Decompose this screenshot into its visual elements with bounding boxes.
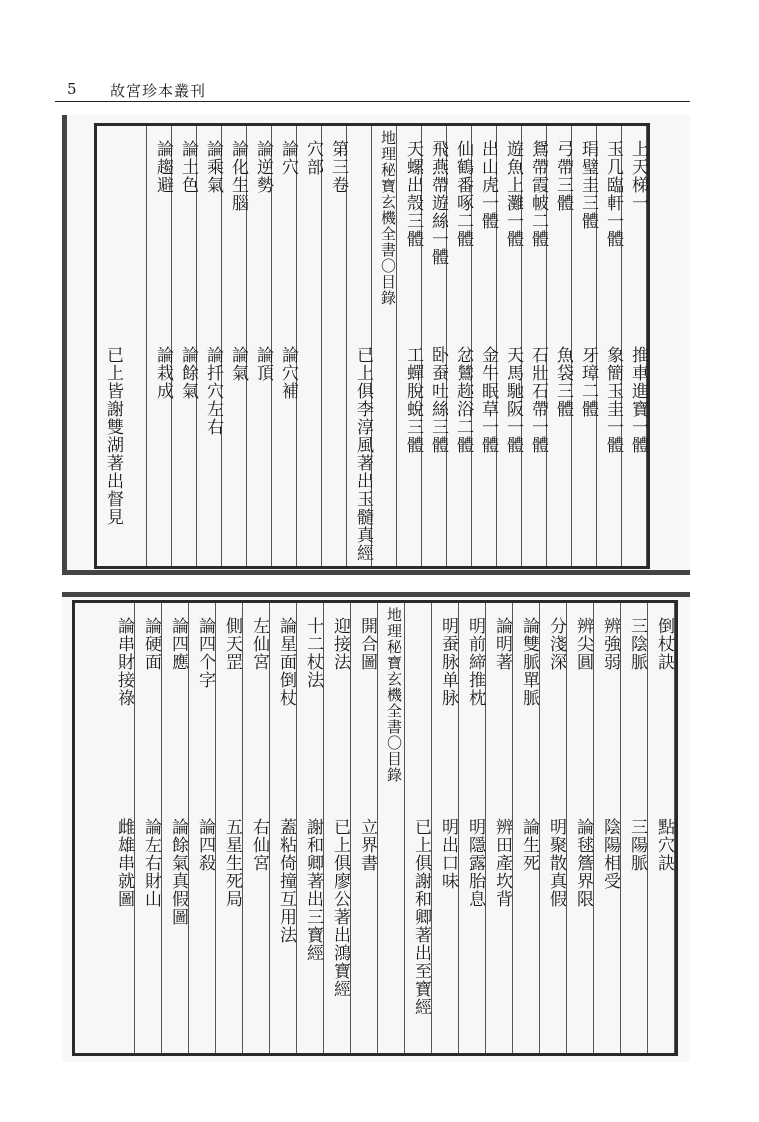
lower-column xyxy=(243,603,270,1053)
header-rule xyxy=(55,101,690,102)
upper-entry-top: 論乘氣 xyxy=(203,140,223,194)
lower-entry-top: 辨強弱 xyxy=(600,617,620,671)
upper-entry-bottom: 論栽成 xyxy=(153,346,173,400)
lower-entry-bottom: 辨田產坎背 xyxy=(492,818,512,908)
upper-entry-top: 玉几臨軒一體 xyxy=(603,140,623,248)
lower-entry-top: 辨尖圓 xyxy=(573,617,593,671)
lower-column xyxy=(567,603,594,1053)
lower-column xyxy=(108,603,135,1053)
lower-entry-bottom: 右仙宮 xyxy=(249,818,269,872)
lower-column xyxy=(432,603,459,1053)
upper-entry-bottom: 石壯石帶一體 xyxy=(528,346,548,454)
upper-scan-bottom-edge xyxy=(62,570,690,575)
upper-entry-top: 飛燕帶遊絲一體 xyxy=(428,140,448,266)
lower-entry-top: 左仙宮 xyxy=(249,617,269,671)
upper-entry-top: 論土色 xyxy=(178,140,198,194)
lower-entry-bottom: 論左右財山 xyxy=(141,818,161,908)
lower-entry-bottom: 點穴訣 xyxy=(654,818,674,872)
lower-column xyxy=(351,603,378,1053)
upper-entry-bottom: 天馬馳阪一體 xyxy=(503,346,523,454)
upper-entry-bottom: 推車進寶一體 xyxy=(628,346,648,454)
lower-entry-bottom: 論毬簷界限 xyxy=(573,818,593,908)
lower-column xyxy=(81,603,108,1053)
upper-entry-bottom: 論餘氣 xyxy=(178,346,198,400)
lower-column xyxy=(540,603,567,1053)
lower-entry-top: 論四應 xyxy=(168,617,188,671)
lower-entry-top: 倒杖訣 xyxy=(654,617,674,671)
lower-column xyxy=(162,603,189,1053)
lower-entry-bottom: 五星生死局 xyxy=(222,818,242,908)
lower-entry-bottom: 明聚散真假 xyxy=(546,818,566,908)
upper-entry-bottom: 忿鷥趂浴二體 xyxy=(453,346,473,454)
lower-entry-top: 分淺深 xyxy=(546,617,566,671)
lower-entry-bottom: 蓋粘倚撞互用法 xyxy=(276,818,296,944)
lower-column xyxy=(513,603,540,1053)
upper-entry-bottom: 象簡玉圭一體 xyxy=(603,346,623,454)
upper-entry-bottom: 金牛眠草一體 xyxy=(478,346,498,454)
lower-entry-bottom: 明出口味 xyxy=(438,818,458,890)
upper-folio-frame xyxy=(94,123,650,569)
upper-entry-bottom: 工蟬脫蛻三體 xyxy=(403,346,423,454)
lower-entry-bottom: 明隱露胎息 xyxy=(465,818,485,908)
lower-folio-scan xyxy=(62,592,690,1062)
lower-entry-bottom: 謝和卿著出三寶經 xyxy=(303,818,323,962)
upper-entry-top: 上天梯一 xyxy=(628,140,648,212)
upper-entry-bottom: 卧蚕吐絲三體 xyxy=(428,346,448,454)
lower-entry-top: 論串財接祿 xyxy=(114,617,134,707)
upper-entry-top: 天螺出殼三體 xyxy=(403,140,423,248)
lower-column xyxy=(324,603,351,1053)
lower-entry-bottom: 已上俱謝和卿著出至寶經 xyxy=(411,818,431,1016)
lower-entry-top: 地理秘寶玄機全書〇目錄 xyxy=(385,607,403,783)
lower-entry-top: 十二杖法 xyxy=(303,617,323,689)
upper-entry-top: 地理秘寶玄機全書〇目錄 xyxy=(379,130,397,306)
lower-column xyxy=(216,603,243,1053)
lower-folio-frame xyxy=(72,600,678,1056)
lower-column xyxy=(297,603,324,1053)
upper-entry-top: 遊魚上灘一體 xyxy=(503,140,523,248)
lower-entry-top: 三陰脈 xyxy=(627,617,647,671)
upper-entry-top: 論化生腦 xyxy=(228,140,248,212)
upper-entry-bottom: 論氣 xyxy=(228,346,248,382)
lower-scan-top-edge xyxy=(62,592,690,597)
upper-entry-top: 鴛帶霞帔二體 xyxy=(528,140,548,248)
lower-entry-bottom: 雌雄串就圖 xyxy=(114,818,134,908)
upper-entry-bottom: 論頂 xyxy=(253,346,273,382)
upper-column xyxy=(322,126,347,566)
upper-entry-top: 論逆勢 xyxy=(253,140,273,194)
upper-folio-scan xyxy=(62,115,690,575)
upper-scan-left-edge xyxy=(62,115,67,575)
lower-column xyxy=(648,603,675,1053)
lower-entry-bottom: 三陽脈 xyxy=(627,818,647,872)
lower-column xyxy=(405,603,432,1053)
upper-entry-bottom: 論扦穴左右 xyxy=(203,346,223,436)
upper-entry-top: 琄璧圭三體 xyxy=(578,140,598,230)
lower-column xyxy=(270,603,297,1053)
lower-column xyxy=(621,603,648,1053)
lower-entry-bottom: 立界書 xyxy=(357,818,377,872)
lower-column xyxy=(378,603,405,1053)
lower-entry-top: 明蚕脉单脉 xyxy=(438,617,458,707)
upper-entry-bottom: 已上俱李淳風著出玉髓真經 xyxy=(353,346,373,562)
lower-column xyxy=(486,603,513,1053)
upper-column xyxy=(97,126,122,566)
lower-entry-bottom: 論四殺 xyxy=(195,818,215,872)
lower-column xyxy=(135,603,162,1053)
upper-entry-top: 仙鶴番啄二體 xyxy=(453,140,473,248)
lower-entry-top: 側天罡 xyxy=(222,617,242,671)
upper-entry-top: 弓帶三體 xyxy=(553,140,573,212)
lower-entry-bottom: 已上俱廖公著出鴻寶經 xyxy=(330,818,350,998)
lower-entry-top: 論四个字 xyxy=(195,617,215,689)
upper-entry-top: 出山虎一體 xyxy=(478,140,498,230)
upper-entry-top: 論趨避 xyxy=(153,140,173,194)
upper-entry-bottom: 已上皆謝雙湖著出督見 xyxy=(103,346,123,526)
page-number: 5 xyxy=(67,80,77,98)
lower-column xyxy=(594,603,621,1053)
lower-entry-top: 論星面倒杖 xyxy=(276,617,296,707)
upper-column xyxy=(147,126,172,566)
lower-entry-top: 論硬面 xyxy=(141,617,161,671)
upper-entry-top: 第三卷 xyxy=(328,140,348,194)
upper-entry-bottom: 牙璋二體 xyxy=(578,346,598,418)
lower-entry-top: 論雙脈單脈 xyxy=(519,617,539,707)
lower-entry-top: 開合圖 xyxy=(357,617,377,671)
lower-entry-top: 迎接法 xyxy=(330,617,350,671)
upper-entry-bottom: 論穴補 xyxy=(278,346,298,400)
upper-entry-top: 穴部 xyxy=(303,140,323,176)
book-title: 故宮珍本叢刊 xyxy=(110,82,207,100)
upper-entry-top: 論穴 xyxy=(278,140,298,176)
lower-entry-top: 論明著 xyxy=(492,617,512,671)
lower-column xyxy=(459,603,486,1053)
lower-entry-top: 明前締推枕 xyxy=(465,617,485,707)
lower-entry-bottom: 論餘氣真假圖 xyxy=(168,818,188,926)
lower-entry-bottom: 論生死 xyxy=(519,818,539,872)
lower-entry-bottom: 陰陽相受 xyxy=(600,818,620,890)
lower-column xyxy=(189,603,216,1053)
page-header xyxy=(55,80,690,102)
upper-entry-bottom: 魚袋三體 xyxy=(553,346,573,418)
